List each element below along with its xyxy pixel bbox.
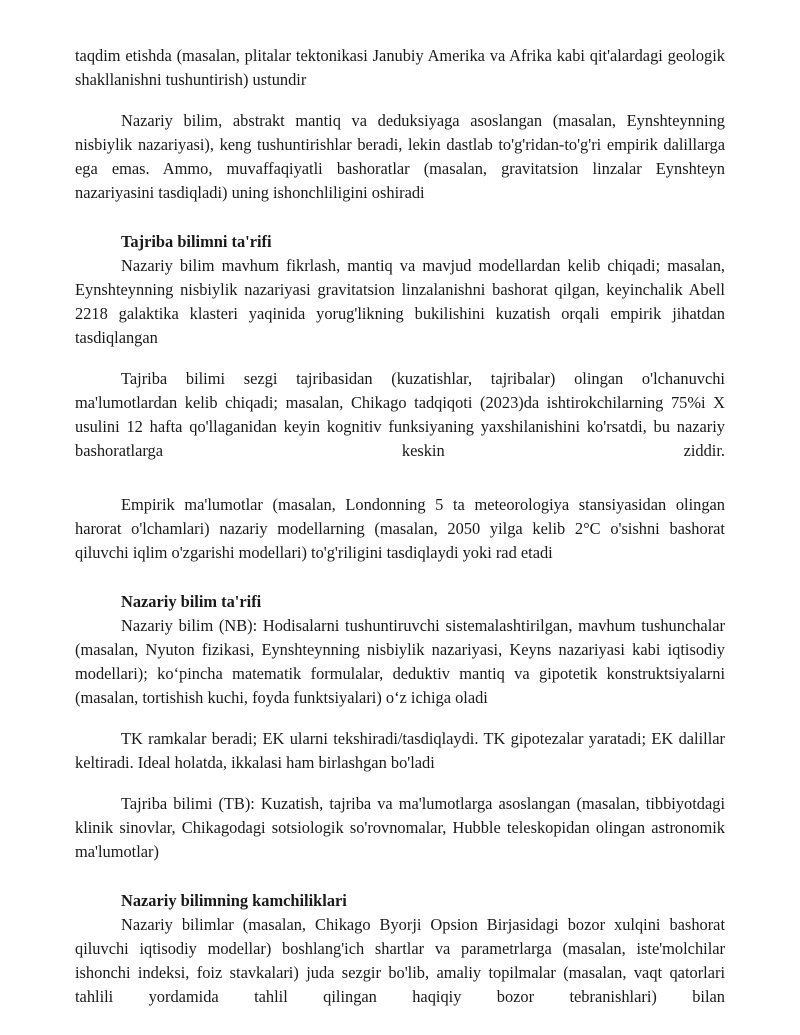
- document-page: [75, 44, 725, 1009]
- paragraph-tb-definition: Tajriba bilimi (TB): Kuzatish, tajriba va ma'lumotlarga asoslangan (masalan, tibbiyotdagi klinik sinovlar, Chikagodagi sotsiologik so'rovnomalar, Hubble teleskopidan olingan astronomik ma'lumotlar): [75, 794, 725, 861]
- paragraph-empirical-data: Empirik ma'lumotlar (masalan, Londonning 5 ta meteorologiya stansiyasidan olingan harorat o'lchamlari) nazariy modellarning (masalan, 2050 yilga kelib 2°C o'sishni bashorat qiluvchi iqlim o'zgarishi modellari) to'g'riligini tasdiqlaydi yoki rad etadi: [75, 495, 725, 562]
- heading-theoretical-knowledge-drawbacks: Nazariy bilimning kamchiliklari: [121, 891, 347, 910]
- paragraph-drawbacks: Nazariy bilimlar (masalan, Chikago Byorji Opsion Birjasidagi bozor xulqini bashorat qiluvchi iqtisodiy modellar) boshlang'ich shartlar va parametrlarga (masalan, iste'molchilar ishonchi indeksi, foiz stavkalari) juda sezgir bo'lib, amaliy topilmalar (masalan, vaqt qatorlari tahlili yordamida tahlil qilingan haqiqiy bozor tebranishlari) bilan: [75, 915, 725, 1006]
- paragraph-relativity-example: Nazariy bilim mavhum fikrlash, mantiq va mavjud modellardan kelib chiqadi; masalan, Eynshteynning nisbiylik nazariyasi gravitatsion linzalanishni bashorat qilgan, keyinchalik Abell 2218 galaktika klasteri yaqinida yorug'likning bukilishini kuzatish orqali empirik jihatdan tasdiqlangan: [75, 256, 725, 347]
- paragraph-tk-ek-relationship: TK ramkalar beradi; EK ularni tekshiradi/tasdiqlaydi. TK gipotezalar yaratadi; EK dalillar keltiradi. Ideal holatda, ikkalasi ham birlashgan bo'ladi: [75, 729, 725, 772]
- paragraph-theoretical-knowledge-summary: Nazariy bilim, abstrakt mantiq va deduksiyaga asoslangan (masalan, Eynshteynning nisbiylik nazariyasi), keng tushuntirishlar beradi, lekin dastlab to'g'ridan-to'g'ri empirik dalillarga ega emas. Ammo, muvaffaqiyatli bashoratlar (masalan, gravitatsion linzalar Eynshteyn nazariyasini tasdiqladi) uning ishonchliligini oshiradi: [75, 111, 725, 202]
- paragraph-chicago-study: Tajriba bilimi sezgi tajribasidan (kuzatishlar, tajribalar) olingan o'lchanuvchi ma'lumotlardan kelib chiqadi; masalan, Chikago tadqiqoti (2023)da ishtirokchilarning 75%i X usulini 12 hafta qo'llaganidan keyin kognitiv funksiyaning yaxshilanishini ko'rsatdi, bu nazariy bashoratlarga keskin ziddir.: [75, 369, 725, 460]
- paragraph-nb-definition: Nazariy bilim (NB): Hodisalarni tushuntiruvchi sistemalashtirilgan, mavhum tushunchalar (masalan, Nyuton fizikasi, Eynshteynning nisbiylik nazariyasi, Keyns nazariyasi kabi iqtisodiy modellari); ko‘pincha matematik formulalar, deduktiv mantiq va gipotetik konstruktsiyalarni (masalan, tortishish kuchi, foyda funktsiyalari) o‘z ichiga oladi: [75, 616, 725, 707]
- paragraph-continuation: taqdim etishda (masalan, plitalar tektonikasi Janubiy Amerika va Afrika kabi qit'alardagi geologik shakllanishni tushuntirish) ustundir: [75, 46, 725, 89]
- heading-theoretical-knowledge-definition: Nazariy bilim ta'rifi: [121, 592, 262, 611]
- heading-experiential-knowledge-definition: Tajriba bilimni ta'rifi: [121, 232, 272, 251]
